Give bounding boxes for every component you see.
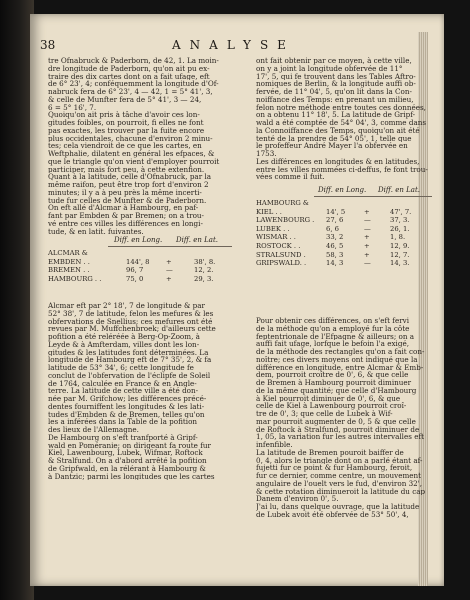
row-sign: + [166, 257, 172, 266]
text-line: le profeffeur André Mayer l'a obfervée en [256, 142, 408, 150]
text-line: on a obtenu 11° 18', 5. La latitude de Gripf- [256, 111, 416, 119]
row-diff-long: 144', 8 [126, 257, 150, 266]
row-diff-long: 27, 6 [326, 216, 344, 225]
text-line: Weftphalie, dilatent en général les efpaces, & [48, 150, 215, 158]
text-line: De Hambourg on s'eft tranfporté à Gripf- [48, 433, 198, 442]
table-row [256, 233, 434, 241]
row-diff-long: 46, 5 [326, 242, 344, 250]
text-line: mar pourroit augmenter de 0, 5 & que celle [256, 417, 416, 426]
text-line: Kiel, Lawenbourg, Lubek, Wifmar, Roftock [48, 449, 203, 457]
table-row [256, 199, 434, 207]
row-diff-lat: 26, 1. [390, 224, 410, 233]
row-diff-long: 14', 5 [326, 207, 346, 216]
text-line: de 6° 23', 4; conféquemment la longitude d'Of- [48, 80, 219, 88]
text-line: de Bremen à Hambourg pourroit diminuer [256, 379, 412, 387]
text-line: Pour obtenir ces différences, on s'eft fervi [256, 317, 410, 325]
text-line: & Stralfund. On a d'abord arrêté la pofition [48, 457, 207, 465]
row-diff-long: 96, 7 [126, 266, 144, 275]
row-diff-long: 33, 2 [326, 233, 344, 242]
row-sign: — [364, 259, 371, 268]
text-line: celle de Kiel à Lawenbourg pourroit croî- [256, 402, 407, 410]
text-line: à Kiel pourroit diminuer de 0', 6, & que [256, 394, 401, 403]
text-line: vées comme il fuit. [256, 173, 325, 181]
table-row [48, 249, 232, 257]
left-column-text-bottom [48, 302, 230, 480]
row-diff-long: 58, 3 [326, 250, 344, 259]
book-spine [0, 0, 34, 600]
text-line: 1753. [256, 150, 277, 158]
text-line: minutes; il y a à peu près la même incerti- [48, 188, 202, 197]
book-page [30, 14, 444, 586]
text-line: traire des dix cartes dont on a fait ufage, eft [48, 72, 210, 81]
text-line: même raifon, peut être trop fort d'environ 2 [48, 181, 209, 189]
table-row [256, 225, 434, 233]
row-sign: — [364, 224, 371, 233]
row-place: LUBEK . . [256, 224, 290, 233]
text-line: que le triangle qu'on vient d'employer pourroit [48, 157, 220, 166]
text-line: de la méthode qu'on a employé fur la côte [256, 324, 410, 333]
right-table-rule-top [314, 196, 432, 197]
right-table-col-long: Diff. en Long. [318, 186, 367, 194]
text-line: 52° 38', 7 de latitude, felon les mefures & les [48, 309, 214, 318]
row-place: HAMBOURG & [256, 199, 309, 207]
text-line: gitudes foibles, on pourroit, fi elles ne font [48, 119, 204, 127]
row-diff-lat: 12, 2. [194, 266, 214, 275]
row-place: STRALSUND . [256, 250, 306, 259]
text-line: & cette rotation diminueroit la latitude du cap [256, 487, 426, 496]
text-line: felon notre méthode entre toutes ces données, [256, 103, 426, 112]
text-line: tes; cela viendroit de ce que les cartes, en [48, 142, 202, 150]
text-line: fervée, de 11° 04', 5, qu'on lit dans la Con- [256, 88, 412, 96]
text-line: terre. La latitude de cette ville a été don- [48, 387, 199, 395]
text-line: Leyde & à Amfterdam, villes dont les lon- [48, 340, 200, 349]
row-place: GRIPSWALD. . [256, 259, 307, 268]
text-line: Alcmar eft par 2° 18', 7 de longitude & par [48, 302, 205, 310]
text-line: 17', 5, qui fe trouvent dans les Tables Aftro- [256, 72, 416, 81]
table-row [256, 251, 434, 259]
row-place: ALCMAR & [48, 249, 88, 257]
text-line: nomiques de Berlin, & la longitude auffi ob- [256, 80, 416, 88]
text-line: noiffance des Temps: en prenant un milieu, [256, 95, 414, 104]
left-table-rule-top [108, 246, 232, 247]
text-line: Quoiqu'on ait pris à tâche d'avoir ces lon- [48, 111, 200, 119]
row-diff-lat: 37, 3. [390, 216, 410, 225]
text-line: de Gripfwald, en la rélérant à Hambourg & [48, 464, 206, 473]
text-line: pofition a été reléréée à Berg-Op-Zoom, à [48, 333, 200, 341]
text-line: dentes fourniffent les longitudes & les lati- [48, 402, 205, 411]
text-line: tre Ofnabruck & Paderborn, de 42, 1. La moin- [48, 57, 219, 65]
right-column-text-bottom [256, 317, 432, 519]
row-diff-long: 14, 3 [326, 259, 344, 268]
row-place: LAWENBOURG . [256, 216, 315, 225]
text-line: La latitude de Bremen pouroit baiffer de [256, 448, 404, 457]
text-line: des lieux de l'Allemagne. [48, 426, 139, 434]
text-line: feptentrionale de l'Efpagne & ailleurs; on a [256, 332, 415, 341]
text-line: fant par Embden & par Bremen; on a trou- [48, 212, 204, 220]
text-line: auffi fait ufage, lorfque le befoin l'a exigé, [256, 340, 409, 348]
right-column-text-top [256, 57, 432, 181]
text-line: Quant à la latitude, celle d'Ofnabruck, par la [48, 173, 212, 181]
row-diff-lat: 14, 3. [390, 259, 410, 268]
row-sign: + [364, 250, 370, 259]
row-diff-lat: 38', 8. [194, 257, 216, 266]
page-header [30, 38, 444, 54]
row-place: KIEL . . [256, 207, 282, 216]
text-line: tude fur celles de Munfter & de Paderborn. [48, 196, 207, 205]
text-line: différence en longitude, entre Alcmar & Emb- [256, 363, 424, 372]
row-diff-lat: 47', 7. [390, 207, 412, 216]
text-line: 6 = 5° 16', 7. [48, 103, 97, 112]
row-place: HAMBOURG . . [48, 274, 102, 283]
text-line: née par M. Grifchow; les différences précé- [48, 395, 207, 403]
right-table [256, 186, 434, 284]
row-sign: + [364, 233, 370, 242]
table-row [256, 216, 434, 224]
row-diff-lat: 12, 9. [390, 242, 410, 250]
text-line: Les différences en longitudes & en latitudes, [256, 157, 420, 166]
text-line: tudes d'Embden & de Bremen, telles qu'on [48, 410, 205, 419]
table-row [48, 266, 232, 274]
text-line: de 1764, calculée en France & en Angle- [48, 379, 197, 388]
table-row [256, 208, 434, 216]
table-row [48, 258, 232, 266]
text-line: obfervations de Snellius; ces mefures ont été [48, 317, 213, 326]
text-line: revues par M. Muffchenbroek; d'ailleurs cette [48, 325, 216, 333]
row-place: ROSTOCK . . [256, 242, 301, 250]
text-line: fujetti fur ce point & fur Hambourg, feroit, [256, 464, 413, 472]
text-line: angulaire de l'ouelt vers le fud, d'environ 32', [256, 479, 423, 488]
text-line: 1, 05, la variation fur les autres intervalles eft [256, 433, 424, 441]
table-row [256, 242, 434, 250]
text-line: nabruck fera de 6° 23', 4 — 42, 1 = 5° 41', 3, [48, 88, 213, 96]
text-line: plus occidentales, chacune d'environ 2 minu- [48, 134, 213, 143]
text-line: longitude de Hambourg eft de 7° 35', 2, & fa [48, 356, 212, 364]
text-line: infenfible. [256, 441, 293, 449]
text-line: wald en Poméranie; on dirigeant fa route fur [48, 441, 211, 450]
text-line: de la méthode des rectangles qu'on a fait con- [256, 348, 425, 356]
text-line: tre de 0', 3; que celle de Lubek à Wif- [256, 410, 393, 418]
page-number: 38 [40, 38, 56, 52]
text-line: & celle de Munfter fera de 5° 41', 3 — 24, [48, 95, 202, 104]
text-line: On eft allé d'Alcmar à Hambourg, en paf- [48, 204, 199, 212]
row-diff-lat: 1, 8. [390, 233, 406, 242]
row-sign: — [364, 216, 371, 225]
text-line: les a inférées dans la Table de la pofition [48, 418, 198, 426]
row-sign: + [364, 242, 370, 250]
text-line: entre les villes nommées ci-deffus, fe font trou- [256, 165, 428, 174]
text-line: vé entre ces villes les différences en longi- [48, 219, 203, 228]
row-sign: + [166, 274, 172, 283]
text-line: fur ce dernier, comme centre, un mouvement [256, 472, 422, 480]
left-table-col-long: Diff. en Long. [114, 236, 163, 244]
text-line: de Roftock à Stralfund, pourroit diminuer de [256, 425, 420, 434]
row-sign: + [364, 207, 370, 216]
text-line: dre longitude de Paderborn, qu'on ait pu ex- [48, 64, 210, 73]
row-place: WISMAR . . [256, 233, 296, 242]
left-column-text-top [48, 57, 230, 235]
text-line: ont fait obtenir par ce moyen, à cette ville, [256, 57, 412, 65]
row-diff-long: 75, 0 [126, 274, 144, 283]
left-table [48, 236, 232, 302]
row-diff-lat: 12, 7. [390, 250, 410, 259]
text-line: de Lubek avoit été obfervée de 53° 50', 4, [256, 510, 409, 519]
row-diff-lat: 29, 3. [194, 274, 214, 283]
text-line: pas exactes, les trouver par la fuite encore [48, 126, 205, 135]
text-line: participer, mais fort peu, à cette extenfion. [48, 165, 205, 174]
left-table-col-lat: Diff. en Lat. [176, 236, 218, 244]
text-line: conclut de l'obfervation de l'éclipfe de Soleil [48, 371, 211, 380]
text-line: la Connoiffance des Temps, quoiqu'on ait été [256, 126, 420, 135]
table-row [256, 259, 434, 267]
text-line: latitude de 53° 34', 6; cette longitude fe [48, 364, 194, 372]
right-table-col-lat: Diff. en Lat. [378, 186, 420, 194]
table-row [48, 275, 232, 283]
text-line: tude, & en latit. fuivantes. [48, 227, 144, 236]
row-place: EMBDEN . . [48, 257, 90, 266]
text-line: noître; ces divers moyens ont indiqué que la [256, 355, 418, 364]
text-line: gitudes & les latitudes font déterminées. La [48, 348, 209, 357]
text-line: dem, pourroit croître de 0', 6, & que celle [256, 371, 409, 379]
text-line: à Dantzic; parmi les longitudes que les cartes [48, 472, 215, 481]
text-line: 0, 4, alors le triangle dont on a parlé étant af- [256, 456, 423, 465]
text-line: tenté de la prendre de 54° 05', 1, telle que [256, 134, 412, 143]
row-diff-long: 6, 6 [326, 224, 339, 233]
row-place: BREMEN . . [48, 266, 90, 275]
row-sign: — [166, 266, 173, 275]
running-title: ANALYSE [172, 38, 295, 52]
text-line: J'ai lu, dans quelque ouvrage, que la latitude [256, 503, 420, 511]
text-line: de la même quantité; que celle d'Hambourg [256, 386, 417, 395]
text-line: wald a été comptée de 54° 04', 3, comme dans [256, 119, 427, 127]
text-line: on y a joint la longitude obfervée de 11° [256, 64, 403, 73]
text-line: Danem d'environ 0', 5. [256, 495, 339, 503]
